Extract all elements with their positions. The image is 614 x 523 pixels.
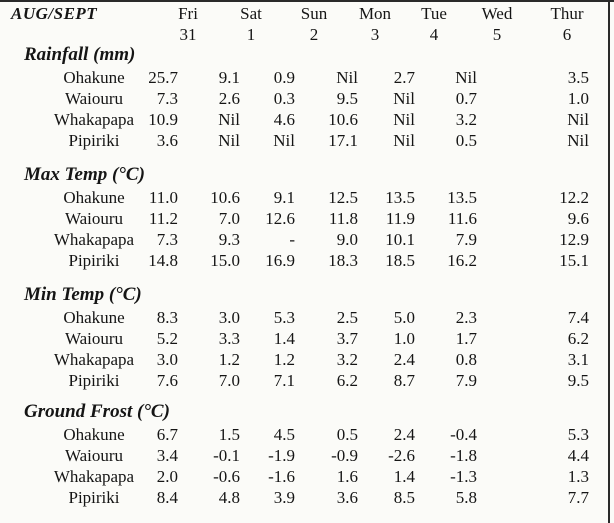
- value-cell: 11.9: [385, 209, 415, 228]
- day-date: 31: [179, 25, 197, 44]
- value-cell: 3.3: [218, 329, 240, 348]
- value-cell: -1.6: [268, 467, 295, 486]
- value-cell: 5.3: [273, 308, 295, 327]
- value-cell: 9.0: [336, 230, 358, 249]
- value-cell: 10.1: [385, 230, 415, 249]
- value-cell: 2.3: [455, 308, 477, 327]
- row-location: Pipiriki: [68, 371, 120, 390]
- value-cell: 9.3: [218, 230, 240, 249]
- value-cell: 12.9: [559, 230, 589, 249]
- value-cell: -0.9: [331, 446, 358, 465]
- value-cell: 4.6: [273, 110, 295, 129]
- value-cell: -1.9: [268, 446, 295, 465]
- value-cell: Nil: [393, 110, 415, 129]
- value-cell: 12.5: [328, 188, 358, 207]
- value-cell: 3.4: [156, 446, 178, 465]
- value-cell: 3.0: [218, 308, 240, 327]
- value-cell: 5.8: [455, 488, 477, 507]
- value-cell: 7.3: [156, 230, 178, 249]
- value-cell: 2.5: [336, 308, 358, 327]
- value-cell: 13.5: [385, 188, 415, 207]
- day-date: 3: [370, 25, 380, 44]
- value-cell: 1.0: [567, 89, 589, 108]
- value-cell: 3.9: [273, 488, 295, 507]
- day-name: Mon: [358, 4, 392, 23]
- value-cell: 6.7: [156, 425, 178, 444]
- value-cell: 7.0: [218, 209, 240, 228]
- value-cell: 10.6: [328, 110, 358, 129]
- row-location: Whakapapa: [53, 110, 135, 129]
- value-cell: 4.5: [273, 425, 295, 444]
- value-cell: 10.6: [210, 188, 240, 207]
- value-cell: 15.0: [210, 251, 240, 270]
- section-title: Rainfall (mm): [24, 44, 136, 65]
- section-title: Min Temp (°C): [24, 284, 142, 305]
- row-location: Pipiriki: [68, 131, 120, 150]
- value-cell: 16.9: [265, 251, 295, 270]
- value-cell: 7.9: [455, 371, 477, 390]
- value-cell: 1.4: [393, 467, 415, 486]
- row-location: Ohakune: [63, 68, 125, 87]
- value-cell: 8.3: [156, 308, 178, 327]
- value-cell: 25.7: [148, 68, 178, 87]
- value-cell: Nil: [393, 131, 415, 150]
- value-cell: 11.2: [148, 209, 178, 228]
- value-cell: 11.6: [447, 209, 477, 228]
- value-cell: 7.7: [567, 488, 589, 507]
- row-location: Whakapapa: [53, 230, 135, 249]
- value-cell: 5.3: [567, 425, 589, 444]
- value-cell: -1.3: [450, 467, 477, 486]
- value-cell: 8.5: [393, 488, 415, 507]
- value-cell: Nil: [567, 131, 589, 150]
- row-location: Ohakune: [63, 308, 125, 327]
- value-cell: 18.3: [328, 251, 358, 270]
- value-cell: 3.6: [156, 131, 178, 150]
- value-cell: 1.0: [393, 329, 415, 348]
- value-cell: 7.1: [273, 371, 295, 390]
- value-cell: 0.9: [273, 68, 295, 87]
- header-title: AUG/SEPT: [11, 4, 98, 23]
- value-cell: Nil: [336, 68, 358, 87]
- row-location: Waiouru: [64, 446, 124, 465]
- value-cell: 1.6: [336, 467, 358, 486]
- value-cell: 3.6: [336, 488, 358, 507]
- day-name: Sat: [240, 4, 262, 23]
- day-name: Thur: [550, 4, 584, 23]
- day-date: 5: [492, 25, 502, 44]
- value-cell: 7.0: [218, 371, 240, 390]
- value-cell: Nil: [273, 131, 295, 150]
- value-cell: 11.8: [328, 209, 358, 228]
- value-cell: 9.6: [567, 209, 589, 228]
- value-cell: 0.5: [336, 425, 358, 444]
- value-cell: -2.6: [388, 446, 415, 465]
- row-location: Pipiriki: [68, 488, 120, 507]
- value-cell: 9.5: [336, 89, 358, 108]
- value-cell: 12.6: [265, 209, 295, 228]
- value-cell: 10.9: [148, 110, 178, 129]
- day-date: 4: [429, 25, 439, 44]
- section-title: Max Temp (°C): [24, 164, 145, 185]
- value-cell: Nil: [455, 68, 477, 87]
- value-cell: 3.2: [336, 350, 358, 369]
- value-cell: 4.4: [567, 446, 589, 465]
- day-date: 2: [309, 25, 319, 44]
- row-location: Whakapapa: [53, 350, 135, 369]
- value-cell: 3.1: [567, 350, 589, 369]
- value-cell: 0.7: [455, 89, 477, 108]
- value-cell: 2.0: [156, 467, 178, 486]
- value-cell: 1.3: [567, 467, 589, 486]
- value-cell: 4.8: [218, 488, 240, 507]
- top-rule: [0, 0, 614, 2]
- value-cell: -0.6: [213, 467, 240, 486]
- day-name: Tue: [421, 4, 447, 23]
- value-cell: 7.9: [455, 230, 477, 249]
- value-cell: 15.1: [559, 251, 589, 270]
- value-cell: 9.5: [567, 371, 589, 390]
- value-cell: 2.4: [393, 350, 415, 369]
- value-cell: 14.8: [148, 251, 178, 270]
- row-location: Pipiriki: [68, 251, 120, 270]
- value-cell: 11.0: [148, 188, 178, 207]
- day-date: 6: [562, 25, 572, 44]
- value-cell: 7.6: [156, 371, 178, 390]
- value-cell: 16.2: [447, 251, 477, 270]
- value-cell: 0.5: [455, 131, 477, 150]
- row-location: Waiouru: [64, 89, 124, 108]
- day-name: Fri: [178, 4, 198, 23]
- value-cell: 13.5: [447, 188, 477, 207]
- row-location: Ohakune: [63, 188, 125, 207]
- day-name: Sun: [300, 4, 328, 23]
- value-cell: 1.2: [273, 350, 295, 369]
- value-cell: 1.4: [273, 329, 295, 348]
- value-cell: 0.3: [273, 89, 295, 108]
- row-location: Whakapapa: [53, 467, 135, 486]
- day-name: Wed: [481, 4, 513, 23]
- row-location: Waiouru: [64, 209, 124, 228]
- value-cell: -0.4: [450, 425, 477, 444]
- value-cell: 1.5: [218, 425, 240, 444]
- value-cell: 2.6: [218, 89, 240, 108]
- value-cell: 5.2: [156, 329, 178, 348]
- value-cell: 8.4: [156, 488, 178, 507]
- row-location: Ohakune: [63, 425, 125, 444]
- value-cell: 2.4: [393, 425, 415, 444]
- value-cell: 9.1: [218, 68, 240, 87]
- value-cell: 18.5: [385, 251, 415, 270]
- value-cell: 3.0: [156, 350, 178, 369]
- value-cell: 9.1: [273, 188, 295, 207]
- value-cell: 3.2: [455, 110, 477, 129]
- row-location: Waiouru: [64, 329, 124, 348]
- right-rule: [608, 0, 610, 523]
- value-cell: 2.7: [393, 68, 415, 87]
- value-cell: Nil: [218, 110, 240, 129]
- value-cell: 5.0: [393, 308, 415, 327]
- value-cell: 12.2: [559, 188, 589, 207]
- value-cell: 3.5: [567, 68, 589, 87]
- value-cell: 3.7: [336, 329, 358, 348]
- value-cell: Nil: [567, 110, 589, 129]
- value-cell: -0.1: [213, 446, 240, 465]
- value-cell: 0.8: [455, 350, 477, 369]
- value-cell: 1.2: [218, 350, 240, 369]
- value-cell: -1.8: [450, 446, 477, 465]
- value-cell: 1.7: [455, 329, 477, 348]
- value-cell: Nil: [218, 131, 240, 150]
- value-cell: 8.7: [393, 371, 415, 390]
- value-cell: 7.3: [156, 89, 178, 108]
- value-cell: 17.1: [328, 131, 358, 150]
- value-cell: 7.4: [567, 308, 589, 327]
- value-cell: -: [289, 230, 295, 249]
- value-cell: 6.2: [567, 329, 589, 348]
- value-cell: Nil: [393, 89, 415, 108]
- value-cell: 6.2: [336, 371, 358, 390]
- section-title: Ground Frost (°C): [24, 401, 170, 422]
- day-date: 1: [246, 25, 256, 44]
